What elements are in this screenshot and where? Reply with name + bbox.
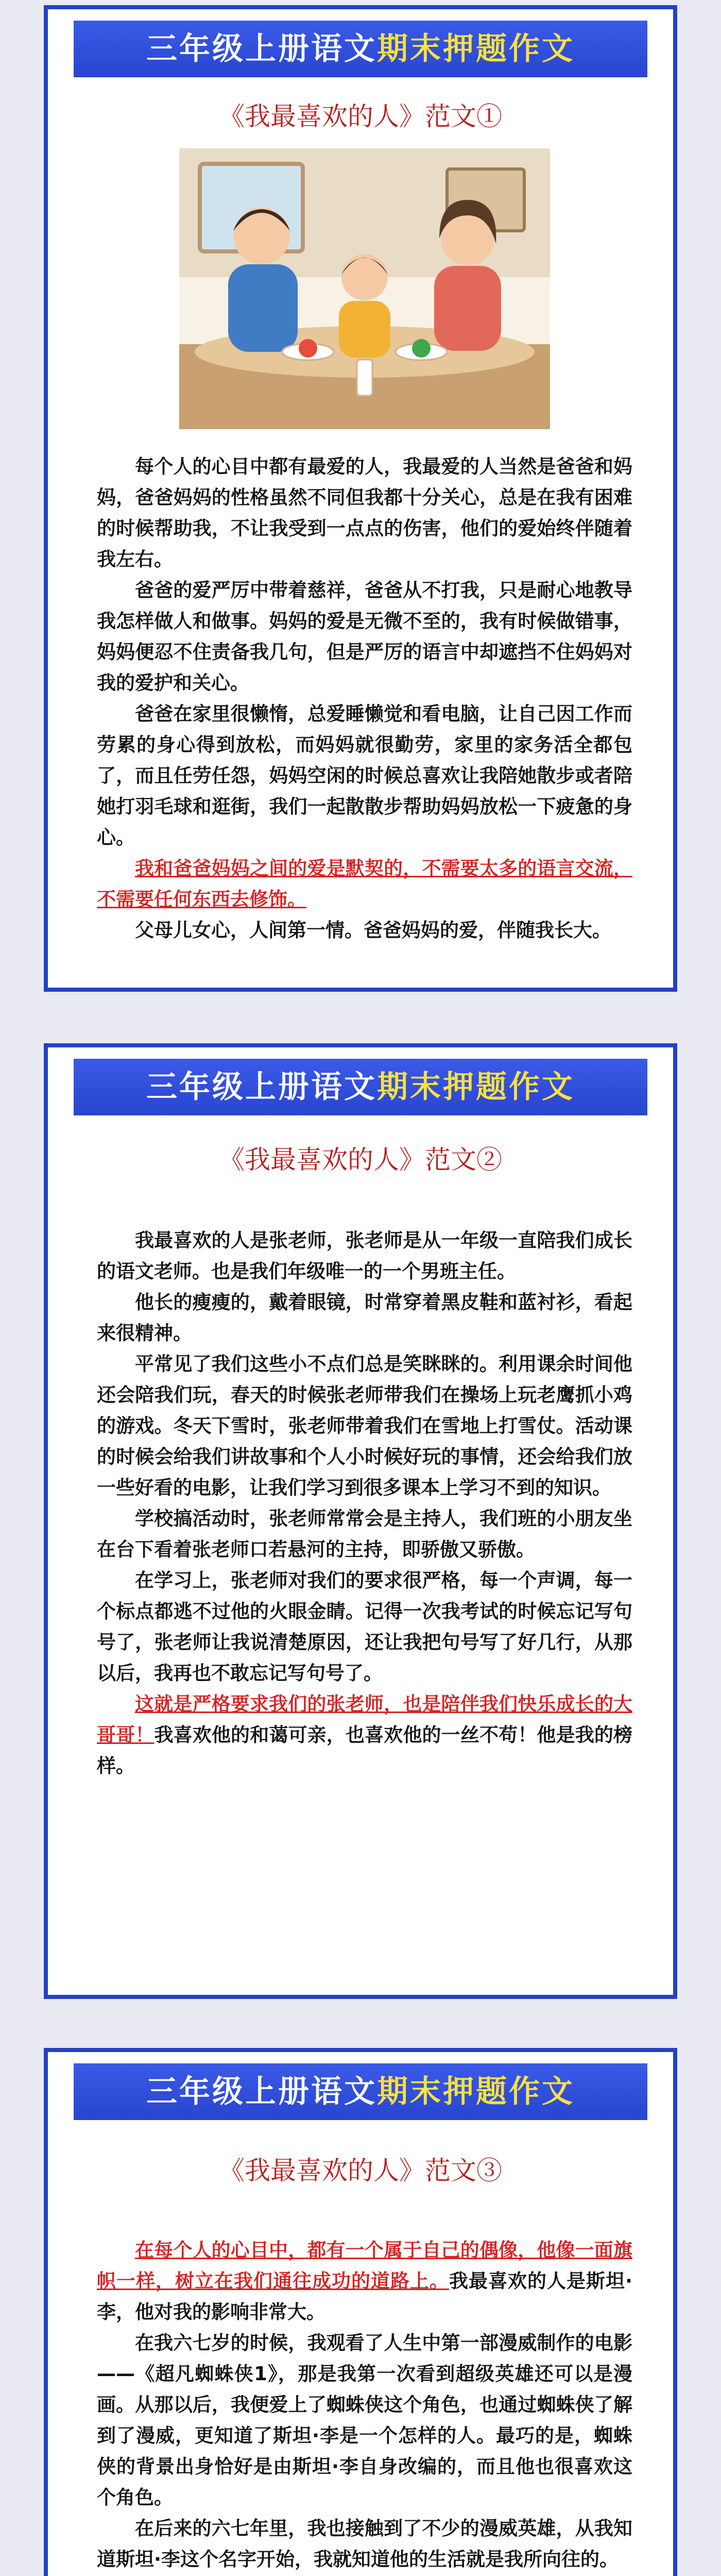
essay-subtitle: 《我最喜欢的人》范文① [219, 101, 502, 131]
essay-paragraph-highlight: 这就是严格要求我们的张老师，也是陪伴我们快乐成长的大哥哥！我喜欢他的和蔼可亲，也喜欢他的一丝不苟！他是我的榜样。 [97, 1693, 633, 1777]
essay-paragraph: 爸爸在家里很懒惰，总爱睡懒觉和看电脑，让自己因工作而劳累的身心得到放松，而妈妈就很勤劳，家里的家务活全都包了，而且任劳任怨，妈妈空闲的时候总喜欢让我陪她散步或者陪她打羽毛球和逛街，我们一起散散步帮助妈妈放松一下疲惫的身心。 [97, 703, 632, 849]
card-banner [74, 21, 647, 77]
banner-text: 三年级上册语文 [146, 1069, 377, 1105]
essay-body [97, 451, 632, 946]
essay-paragraph: 在学习上，张老师对我们的要求很严格，每一个声调，每一个标点都逃不过他的火眼金睛。记得一次我考试的时候忘记写句号了，张老师让我说清楚原因，还让我把句号写了好几行，从那以后，我再也不敢忘记写句号了。 [97, 1569, 632, 1684]
essay-body [97, 1225, 632, 1782]
essay-paragraph: 每个人的心目中都有最爱的人，我最爱的人当然是爸爸和妈妈，爸爸妈妈的性格虽然不同但我都十分关心，总是在我有困难的时候帮助我，不让我受到一点点的伤害，他们的爱始终伴随着我左右。 [97, 455, 632, 570]
card-banner [74, 2063, 647, 2120]
essay-body [97, 2235, 632, 2576]
banner-text: 三年级上册语文 [146, 2074, 377, 2110]
banner-highlight: 期末押题作文 [377, 1069, 575, 1105]
banner-highlight: 期末押题作文 [377, 2074, 575, 2110]
essay-paragraph: 在我六七岁的时候，我观看了人生中第一部漫威制作的电影——《超凡蜘蛛侠1》，那是我第一次看到超级英雄还可以是漫画。从那以后，我便爱上了蜘蛛侠这个角色，也通过蜘蛛侠了解到了漫威，更知道了斯坦·李是一个怎样的人。最巧的是，蜘蛛侠的背景出身恰好是由斯坦·李自身改编的，而且他也很喜欢这个角色。 [97, 2332, 632, 2509]
essay-paragraph: 爸爸的爱严厉中带着慈祥，爸爸从不打我，只是耐心地教导我怎样做人和做事。妈妈的爱是无微不至的，我有时候做错事，妈妈便忍不住责备我几句，但是严厉的语言中却遮挡不住妈妈对我的爱护和关心。 [97, 579, 632, 694]
essay-paragraph: 我最喜欢的人是张老师，张老师是从一年级一直陪我们成长的语文老师。也是我们年级唯一的一个男班主任。 [97, 1229, 632, 1282]
essay-paragraph-highlight: 在每个人的心目中，都有一个属于自己的偶像，他像一面旗帜一样，树立在我们通往成功的道路上。我最喜欢的人是斯坦·李，他对我的影响非常大。 [97, 2239, 633, 2323]
essay-paragraph: 父母儿女心，人间第一情。爸爸妈妈的爱，伴随我长大。 [135, 919, 611, 941]
essay-paragraph: 在后来的六七年里，我也接触到了不少的漫威英雄，从我知道斯坦·李这个名字开始，我就知道他的生活就是我所向往的。 [97, 2517, 632, 2570]
family-illustration [179, 148, 550, 429]
essay-subtitle: 《我最喜欢的人》范文② [219, 1145, 502, 1175]
essay-card-1 [44, 5, 677, 992]
essay-paragraph-highlight: 我和爸爸妈妈之间的爱是默契的，不需要太多的语言交流，不需要任何东西去修饰。 [97, 857, 632, 910]
essay-paragraph: 学校搞活动时，张老师常常会是主持人，我们班的小朋友坐在台下看着张老师口若悬河的主持，即骄傲又骄傲。 [97, 1507, 632, 1561]
essay-card-2 [44, 1043, 677, 1999]
essay-subtitle: 《我最喜欢的人》范文③ [219, 2156, 502, 2185]
banner-highlight: 期末押题作文 [377, 31, 575, 67]
essay-card-3 [44, 2048, 677, 2576]
essay-paragraph: 平常见了我们这些小不点们总是笑眯眯的。利用课余时间他还会陪我们玩，春天的时候张老师带我们在操场上玩老鹰抓小鸡的游戏。冬天下雪时，张老师带着我们在雪地上打雪仗。活动课的时候会给我们讲故事和个人小时候好玩的事情，还会给我们放一些好看的电影，让我们学习到很多课本上学习不到的知识。 [97, 1353, 632, 1499]
card-banner [74, 1059, 647, 1115]
banner-text: 三年级上册语文 [146, 31, 377, 67]
essay-paragraph: 他长的瘦瘦的，戴着眼镜，时常穿着黑皮鞋和蓝衬衫，看起来很精神。 [97, 1291, 632, 1344]
